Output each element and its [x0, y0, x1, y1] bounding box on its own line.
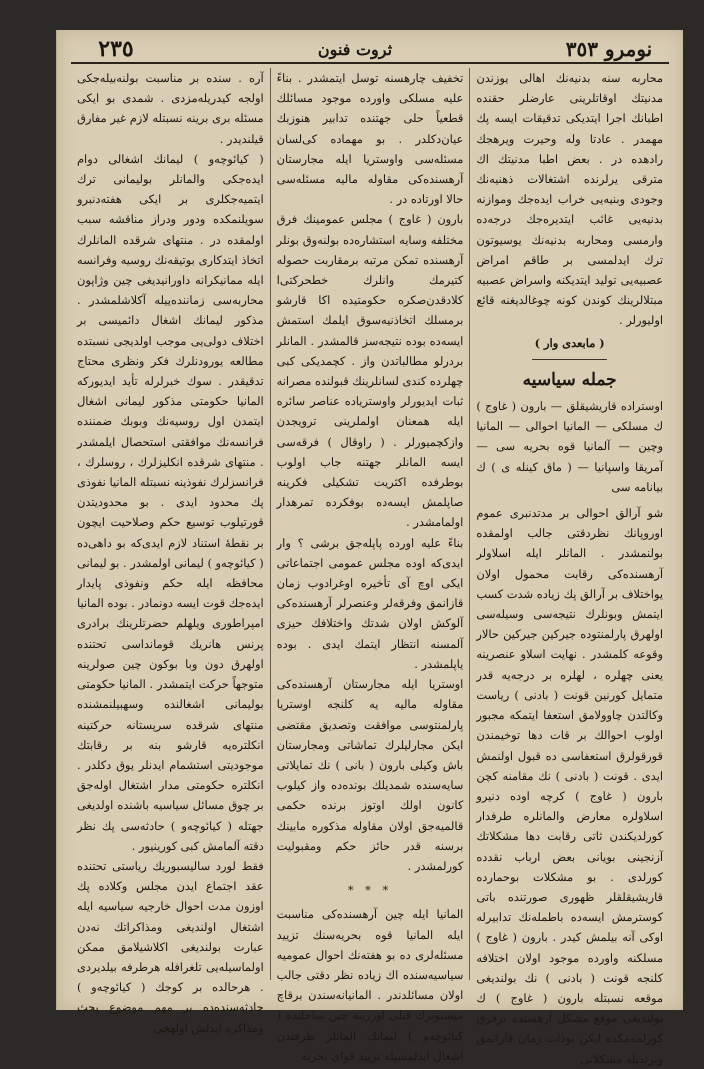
article-paragraph: بارون ( غاوج ) مجلس عمومینك فرق مختلفه وسایه استشاره‌ده بولنه‌وق بونلر آرهسنده تمکن مرتبه برمقاربت حصوله کتیرمك وانلرك خطحرکتی‌ا کلادقدن‌صکره حکومتیده اکا قارشو برمسلك اتخاذنیه‌سوق ایلمك استمش ایسه‌ده بوده نتیجه‌سز قالمشدر . المانلر بردرلو مطالباتدن واز . کچمدیکی کبی چهلرده کندی لسانلرینك قبولنده مصرانه ثبات ایدیورلر واوستریاده عناصر سائره ایله همعنان اولملرینی ترویجدن وازکچمیورلر . ( راوقال ) فرقه‌سی ایسه المانلر جهتنه جاب اولوب بوطرفده اکثریت تشکیلی فکرینه صاپلمش ایسه‌ده بوفکرده تمرهدار اولمامشدر . [276, 212, 464, 530]
section-summary: اوستراده قاریشیقلق — بارون ( غاوج ) ك مسلکی — المانیا احوالی — المانیا وچین — آلمانیا قوه بحریه سی — آمریقا واسپانیا — ( ماق کینله ی ) ك بیانامه سی [476, 399, 663, 494]
page-number: ٢٣٥ [98, 36, 134, 62]
column-right [470, 68, 669, 1066]
journal-title: ثروت فنون [317, 39, 393, 59]
column-middle [271, 68, 471, 1063]
column-left [71, 68, 271, 1035]
article-paragraph: شو آرالق احوالی بر مدتدنبری عموم اوروپانك نظردقتی جالب اولمقده بولنمشدر . المانلر ایله اسلاولر آرهسنده‌کی رقابت محمول اولان یواختلاف بر آرالق پك زیاده شدت کسب ایتمش وبونلرك نتیجه‌سی وسیله‌سی اولهرق پارلمنتوده جیرکین جیرکین حالار وقوعه کلمشدر . نهایت اسلاو عنصرینه یعنی چهلره ، لهلره بر درجه‌یه قدر متمایل کورنین قونت ( بادنی ) ریاست وکالتدن چاوولامق استعفا ایتمکه مجبور اولوب احوالك بر قات دها توخیمندن قورقولرق استعفاسی ده قبول اولنمش ایدی . قونت ( بادنی ) نك مقامنه کچن بارون ( غاوج ) کرچه اوده دنیرو اسلاولره معارض والمانلره طرفدار کورلدیکندن ثاتی رقابت دها مشکلاتك آزنجینی بویانی بعض ارباب نقدده کورلدی . بو مشکلات بوحمارده قاریشیقلقلر ظهوری صورتنده باتی کوسترمش ایسه‌ده باطمله‌نك تدابیرله اوکی آنه بیلمش کیدر . بارون ( غاوج ) مسلکنه واورده موجود اولان اختلافه کلنجه قونت ( بادنی ) نك بولندیغی موقعه نسبتله بارون ( غاوج ) ك بولندیغی موقع مشکل آرهسنده برفرق کورلمه‌مکده ایکن بوذات زمان قازانمق وبرتدیله مشکلاتی [476, 506, 663, 1066]
continued-note: ( مابعدی وار ) [534, 335, 605, 350]
section-separator: * * * [347, 883, 393, 898]
article-columns [71, 68, 669, 1066]
article-paragraph: فقط لورد سالیسبوریك ریاستی تحتنده عقد اجتماع ایدن مجلس وکلاده پك اوزون مدت احوال خارجیه سیاسیه ایله اشتغال اولندیغی ومذاکراتك نه‌دن عبارت بولندیغی اکلاشیلامق ممکن اولماسیله‌یی تلغرافله هرطرفه بیلدیردی . هرحالده بر کوجك ( کیائوچه‌و ) حادثه‌سنده‌ده بر مهم موضوع بحث ومذاکره ایدلش اولهجی [76, 858, 264, 1035]
article-paragraph: اوستریا ایله مجارستان آرهسنده‌کی مقاوله مالیه یه کلنجه اوستریا پارلمنتوسی موافقت وتصدیق مقتضی ایکن مجارلیلرك تماشاتی ومجارستان باش وکیلی بارون ( بانی ) نك تمایلاتی سایه‌سنده شمدیلك بونده‌ده واز کیلوب کانون اولك اوتوز برنده حکمی قالمیه‌جق اولان مقاوله مذکوره مابینك برسنه قدر حائز حکم ومقبولیت کورلمشدر . [276, 677, 464, 873]
article-paragraph: ( کیائوچه‌و ) لیمانك اشغالی دوام ایده‌جکی والمانلر بولیمانی ترك ایتمیه‌جکلری بر ایکی هفته‌دنبرو سویلنمکده ودور ودراز مناقشه سبب اولمقده در . منتهای شرقده المانلرك اتخاذ ایتدکاری بوتیقه‌نك روسیه وفرانسه ایله ممانیکرانه داورانیدیغی چین وژاپون محاربه‌سی زماننده‌ییله آکلاشلمشدر . مذکور لیمانك اشغال دائمیسی بر اختلاف دولی‌یی موجب اولدیجی نسبتده مطالعه یورودنلرك فکر ونظری محتاج تدقیقدر . سوك خبرلرله تأید ایدیورکه المانیا حکومتی مذکور لیمانی اشغال ایتمدن اول روسیه‌نك وبوبك ضمننده فرانسه‌نك موافقتی استحصال ایلمشدر . منتهای شرقده انکلیزلرك ، روسلرك ، فرانسزلرك نفوذینه نسبتله المانیا نفوذی پك محدود ایدی . بو محدودیتدن قورتیلوب توسیع حکم وصلاحیت ایچون بر نقطهٔ استناد لازم ایدی‌که بو داهی‌ده ( کیائوچه‌و ) لیمانی اولمشدر . بو لیمانی محافظه ایله حکم ونفوذی پایدار ایده‌جك قوت ایسه دونمادر . بوده المانیا امپراطوری ویلهلم حضرتلرینك برادری پرنس هانریك قومانداسی تحتنده اولهرق دون وبا بوکون چین صولرینه متوجهاً حرکت ایتمشدر . المانیا حکومتی بولیمانی اشغالنده وسهبیلنمشنده منتهای شرقده سرپستانه حرکتینه انکلتره‌یه قارشو بنه بر رقابتك موجودیتی استشمام ایدنلر یوق دکلدر . انکلتره حکومتی مدار اشتغال اوله‌جق بر چوق مسائل سیاسیه باشنده اولدیغی جهتله ( کیائوچه‌و ) حادثه‌سی پك نظر دقته آلمامش کبی کورینیور . [76, 151, 264, 853]
divider [532, 359, 607, 360]
page-header [71, 36, 669, 64]
article-paragraph: المانیا ایله چین آرهسنده‌کی مناسبت ایله المانیا قوه بحریه‌سنك تزیید مسئله‌لری ده بو هفته‌نك احوال عمومیه سیاسیه‌سنده اك زیاده نظر دقتی جالب اولان مسائلدندر . المانیانه‌سندن برقاچ میسیونرك قتلی اوزرینه چین ساحلنده ( کیائوچه‌و ) لیمانك المانلر طرفندن اشغال ایدلمسیله تزیید قوای بحریه [276, 907, 464, 1063]
newspaper-page [56, 30, 683, 1066]
article-paragraph: محاربه سنه بدنیه‌نك اهالی یوزندن مدنیتك اوقاتلرینی عارضلر حقنده اطبانك اجرا ایتدیکی تدقیقات ایسه پك مهمدر . عادتا وله وحیرت ویرهجك رادهده در . بعض اطبا مدنیتك اك مترقی یرلرنده اشتغالات ذهنیه‌نك وجودی وبنیه‌یی خراب ایده‌جك وموازنه بدنیه‌یی غائب ایتدیره‌جك درجه‌ده وارمسی ومحاربه بدنیه‌نك یوسیوتون ترك ایدلمسی بر طاقم امراض عصبیه‌یی تولید ایتدیکنه واسراض عصبیه مبتلالرینك کوندن کونه چوغالدیغنه قائع اولیورلر . [476, 71, 663, 328]
section-title: جمله سیاسیه [522, 369, 617, 390]
article-paragraph: بناءً علیه اورده پاپله‌جق برشی ؟ وار ایدی‌که اوده مجلس عمومی اجتماعاتی ایکی اوچ آی تأخیره اوغرادوب زمان قازانمق وفرقه‌لر وعنصرلر آرهسنده‌کی آلوکش اولان شدتك واختلافك حیزی آلمسنه انتظار ایتمك ایدی . بوده یاپلمشدر . [276, 535, 464, 671]
article-paragraph: آره . سنده بر مناسبت بولنه‌بیله‌جکی اولجه کیدریله‌مزدی . شمدی بو ایکی مسئله بری برینه نسبتله لازم غیر مفارق قیلندیدر . [76, 71, 264, 146]
article-paragraph: تخفیف چارهسنه توسل ایتمشدر . بناءً علیه مسلکی واورده موجود مسائلك قطعیاً حلی جهتنده تدابیر هنوزبك عیان‌دکلدر . بو مهماده کی‌لسان مسئله‌سی واوستریا ایله مجارستان آرهسنده‌کی مقاوله مالیه مسئله‌سی حالا اورتاده در . [276, 71, 464, 207]
issue-number: نومرو ٣٥٣ [565, 37, 653, 61]
